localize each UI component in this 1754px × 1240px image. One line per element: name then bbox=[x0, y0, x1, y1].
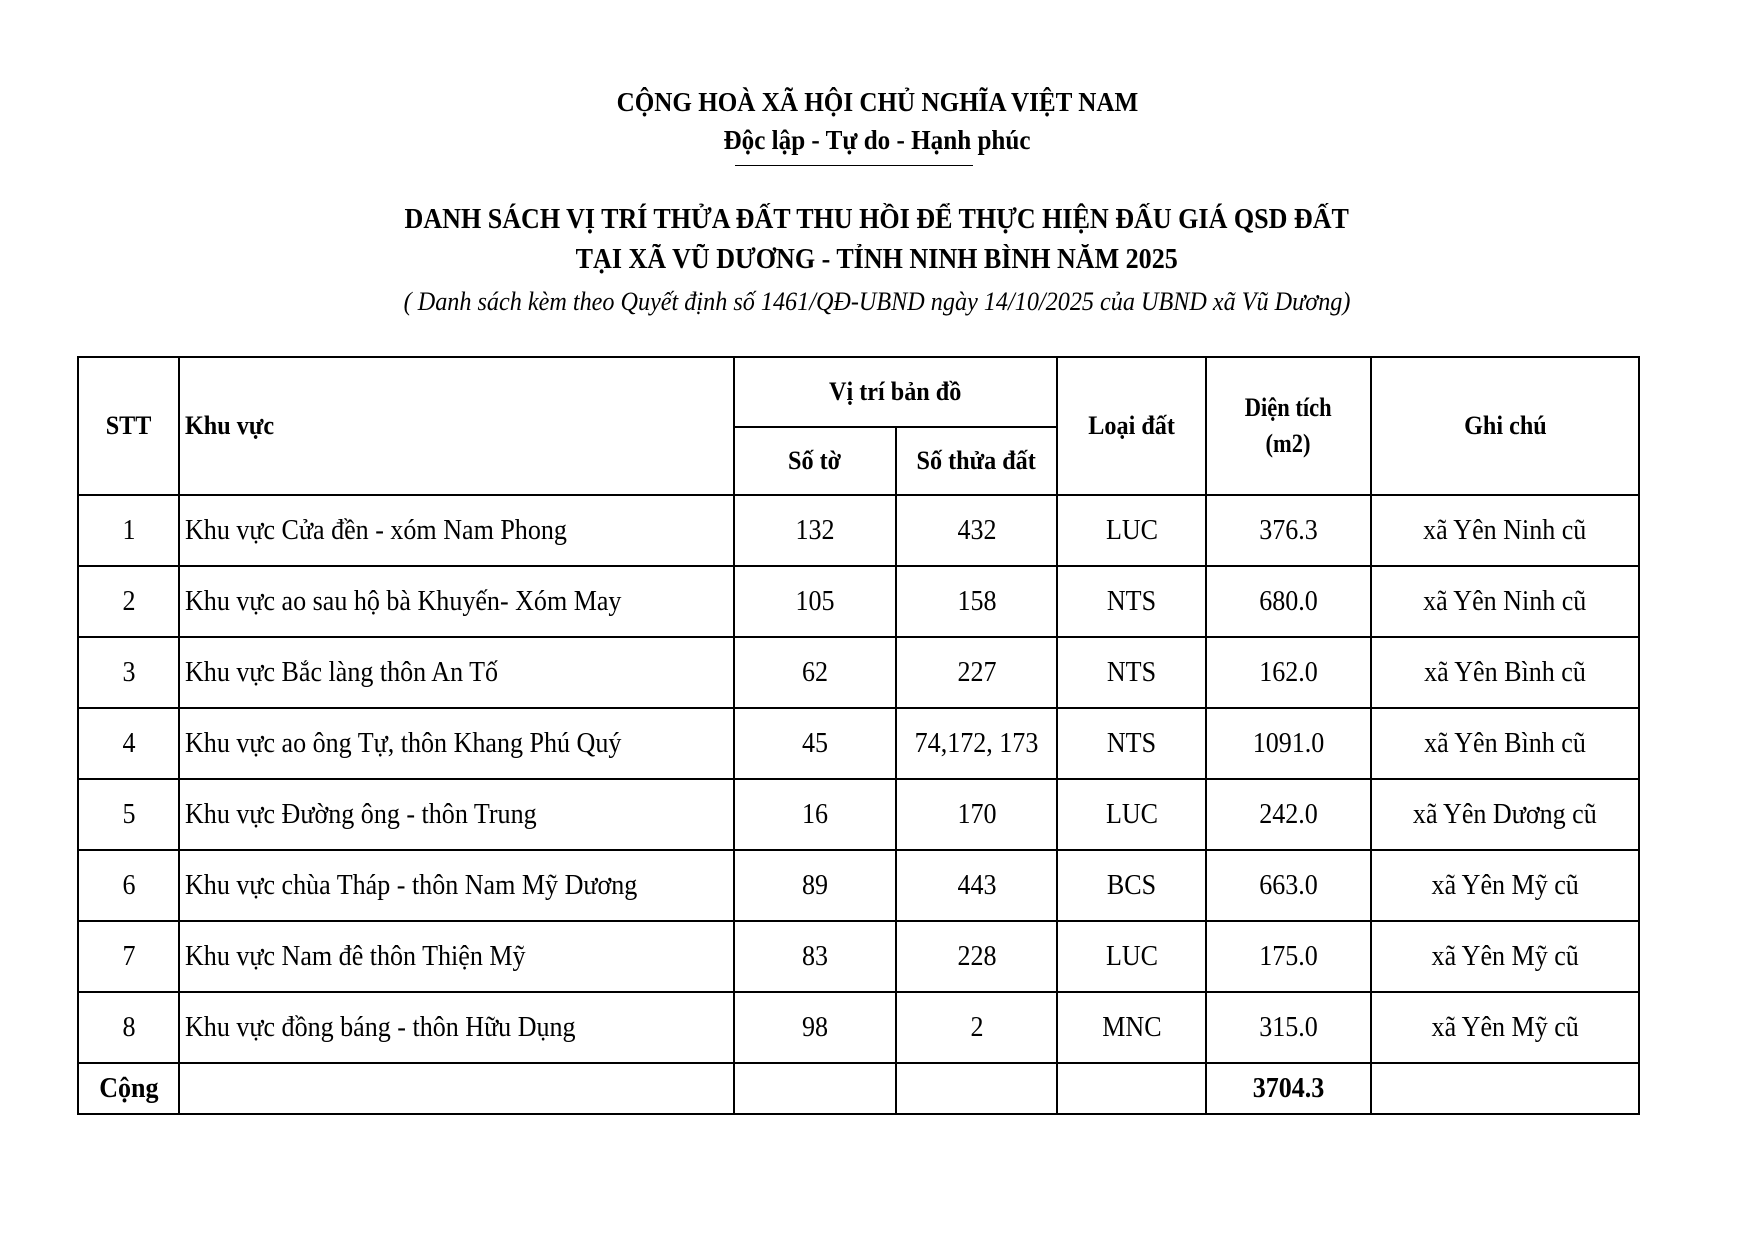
total-row bbox=[78, 1063, 1639, 1114]
cell-so-to: 105 bbox=[734, 566, 896, 637]
cell-so-to: 98 bbox=[734, 992, 896, 1063]
cell-stt: 3 bbox=[78, 637, 179, 708]
cell-so-thua: 432 bbox=[896, 495, 1057, 566]
cell-so-thua: 74,172, 173 bbox=[896, 708, 1057, 779]
table-row bbox=[78, 708, 1639, 779]
cell-loai-dat: BCS bbox=[1057, 850, 1206, 921]
table-header-row bbox=[78, 357, 1639, 427]
document-title-line1: DANH SÁCH VỊ TRÍ THỬA ĐẤT THU HỒI ĐỂ THỰC HIỆN ĐẤU GIÁ QSD ĐẤT bbox=[404, 204, 1350, 235]
motto-underline bbox=[735, 165, 973, 166]
cell-ghi-chu: xã Yên Bình cũ bbox=[1371, 637, 1639, 708]
table-row bbox=[78, 921, 1639, 992]
cell-so-thua: 443 bbox=[896, 850, 1057, 921]
col-header-ghi-chu: Ghi chú bbox=[1371, 357, 1639, 495]
cell-so-thua: 228 bbox=[896, 921, 1057, 992]
cell-loai-dat: LUC bbox=[1057, 921, 1206, 992]
table-row bbox=[78, 779, 1639, 850]
table-row bbox=[78, 637, 1639, 708]
total-empty-cell bbox=[1057, 1063, 1206, 1114]
total-dien-tich: 3704.3 bbox=[1206, 1063, 1371, 1114]
cell-ghi-chu: xã Yên Ninh cũ bbox=[1371, 566, 1639, 637]
cell-loai-dat: LUC bbox=[1057, 779, 1206, 850]
cell-dien-tich: 1091.0 bbox=[1206, 708, 1371, 779]
table-row bbox=[78, 495, 1639, 566]
cell-dien-tich: 663.0 bbox=[1206, 850, 1371, 921]
cell-khu-vuc: Khu vực đồng báng - thôn Hữu Dụng bbox=[179, 992, 734, 1063]
cell-stt: 6 bbox=[78, 850, 179, 921]
cell-dien-tich: 162.0 bbox=[1206, 637, 1371, 708]
col-header-stt: STT bbox=[78, 357, 179, 495]
cell-so-to: 83 bbox=[734, 921, 896, 992]
cell-loai-dat: LUC bbox=[1057, 495, 1206, 566]
cell-ghi-chu: xã Yên Mỹ cũ bbox=[1371, 850, 1639, 921]
document-subtitle: ( Danh sách kèm theo Quyết định số 1461/QĐ-UBND ngày 14/10/2025 của UBND xã Vũ Dương) bbox=[403, 287, 1351, 316]
total-empty-cell bbox=[1371, 1063, 1639, 1114]
cell-stt: 4 bbox=[78, 708, 179, 779]
cell-dien-tich: 680.0 bbox=[1206, 566, 1371, 637]
total-empty-cell bbox=[734, 1063, 896, 1114]
cell-dien-tich: 242.0 bbox=[1206, 779, 1371, 850]
cell-stt: 1 bbox=[78, 495, 179, 566]
cell-stt: 8 bbox=[78, 992, 179, 1063]
col-header-dien-tich: Diện tích (m2) bbox=[1206, 357, 1371, 495]
cell-so-thua: 227 bbox=[896, 637, 1057, 708]
table-row bbox=[78, 850, 1639, 921]
cell-so-thua: 158 bbox=[896, 566, 1057, 637]
cell-khu-vuc: Khu vực Bắc làng thôn An Tố bbox=[179, 637, 734, 708]
col-header-vi-tri-ban-do: Vị trí bản đồ bbox=[734, 357, 1057, 427]
col-header-so-to: Số tờ bbox=[734, 427, 896, 495]
document-title-line2: TẠI XÃ VŨ DƯƠNG - TỈNH NINH BÌNH NĂM 2025 bbox=[575, 244, 1179, 275]
nation-heading: CỘNG HOÀ XÃ HỘI CHỦ NGHĨA VIỆT NAM bbox=[616, 87, 1138, 117]
cell-dien-tich: 175.0 bbox=[1206, 921, 1371, 992]
cell-loai-dat: NTS bbox=[1057, 566, 1206, 637]
total-label: Cộng bbox=[78, 1063, 179, 1114]
cell-khu-vuc: Khu vực ao sau hộ bà Khuyến- Xóm May bbox=[179, 566, 734, 637]
col-header-khu-vuc: Khu vực bbox=[179, 357, 734, 495]
cell-khu-vuc: Khu vực Cửa đền - xóm Nam Phong bbox=[179, 495, 734, 566]
cell-loai-dat: NTS bbox=[1057, 637, 1206, 708]
cell-so-to: 62 bbox=[734, 637, 896, 708]
cell-dien-tich: 376.3 bbox=[1206, 495, 1371, 566]
cell-loai-dat: NTS bbox=[1057, 708, 1206, 779]
cell-dien-tich: 315.0 bbox=[1206, 992, 1371, 1063]
total-empty-cell bbox=[179, 1063, 734, 1114]
cell-loai-dat: MNC bbox=[1057, 992, 1206, 1063]
motto-heading: Độc lập - Tự do - Hạnh phúc bbox=[723, 125, 1031, 155]
cell-ghi-chu: xã Yên Dương cũ bbox=[1371, 779, 1639, 850]
cell-stt: 7 bbox=[78, 921, 179, 992]
cell-ghi-chu: xã Yên Mỹ cũ bbox=[1371, 921, 1639, 992]
cell-so-to: 132 bbox=[734, 495, 896, 566]
cell-stt: 5 bbox=[78, 779, 179, 850]
cell-stt: 2 bbox=[78, 566, 179, 637]
cell-khu-vuc: Khu vực ao ông Tự, thôn Khang Phú Quý bbox=[179, 708, 734, 779]
cell-so-thua: 170 bbox=[896, 779, 1057, 850]
cell-ghi-chu: xã Yên Bình cũ bbox=[1371, 708, 1639, 779]
table-row bbox=[78, 992, 1639, 1063]
col-header-so-thua: Số thửa đất bbox=[896, 427, 1057, 495]
cell-so-thua: 2 bbox=[896, 992, 1057, 1063]
cell-so-to: 89 bbox=[734, 850, 896, 921]
cell-so-to: 45 bbox=[734, 708, 896, 779]
cell-ghi-chu: xã Yên Mỹ cũ bbox=[1371, 992, 1639, 1063]
land-plot-table bbox=[77, 356, 1640, 1115]
cell-khu-vuc: Khu vực Đường ông - thôn Trung bbox=[179, 779, 734, 850]
total-empty-cell bbox=[896, 1063, 1057, 1114]
cell-khu-vuc: Khu vực Nam đê thôn Thiện Mỹ bbox=[179, 921, 734, 992]
cell-ghi-chu: xã Yên Ninh cũ bbox=[1371, 495, 1639, 566]
cell-khu-vuc: Khu vực chùa Tháp - thôn Nam Mỹ Dương bbox=[179, 850, 734, 921]
cell-so-to: 16 bbox=[734, 779, 896, 850]
col-header-loai-dat: Loại đất bbox=[1057, 357, 1206, 495]
table-row bbox=[78, 566, 1639, 637]
